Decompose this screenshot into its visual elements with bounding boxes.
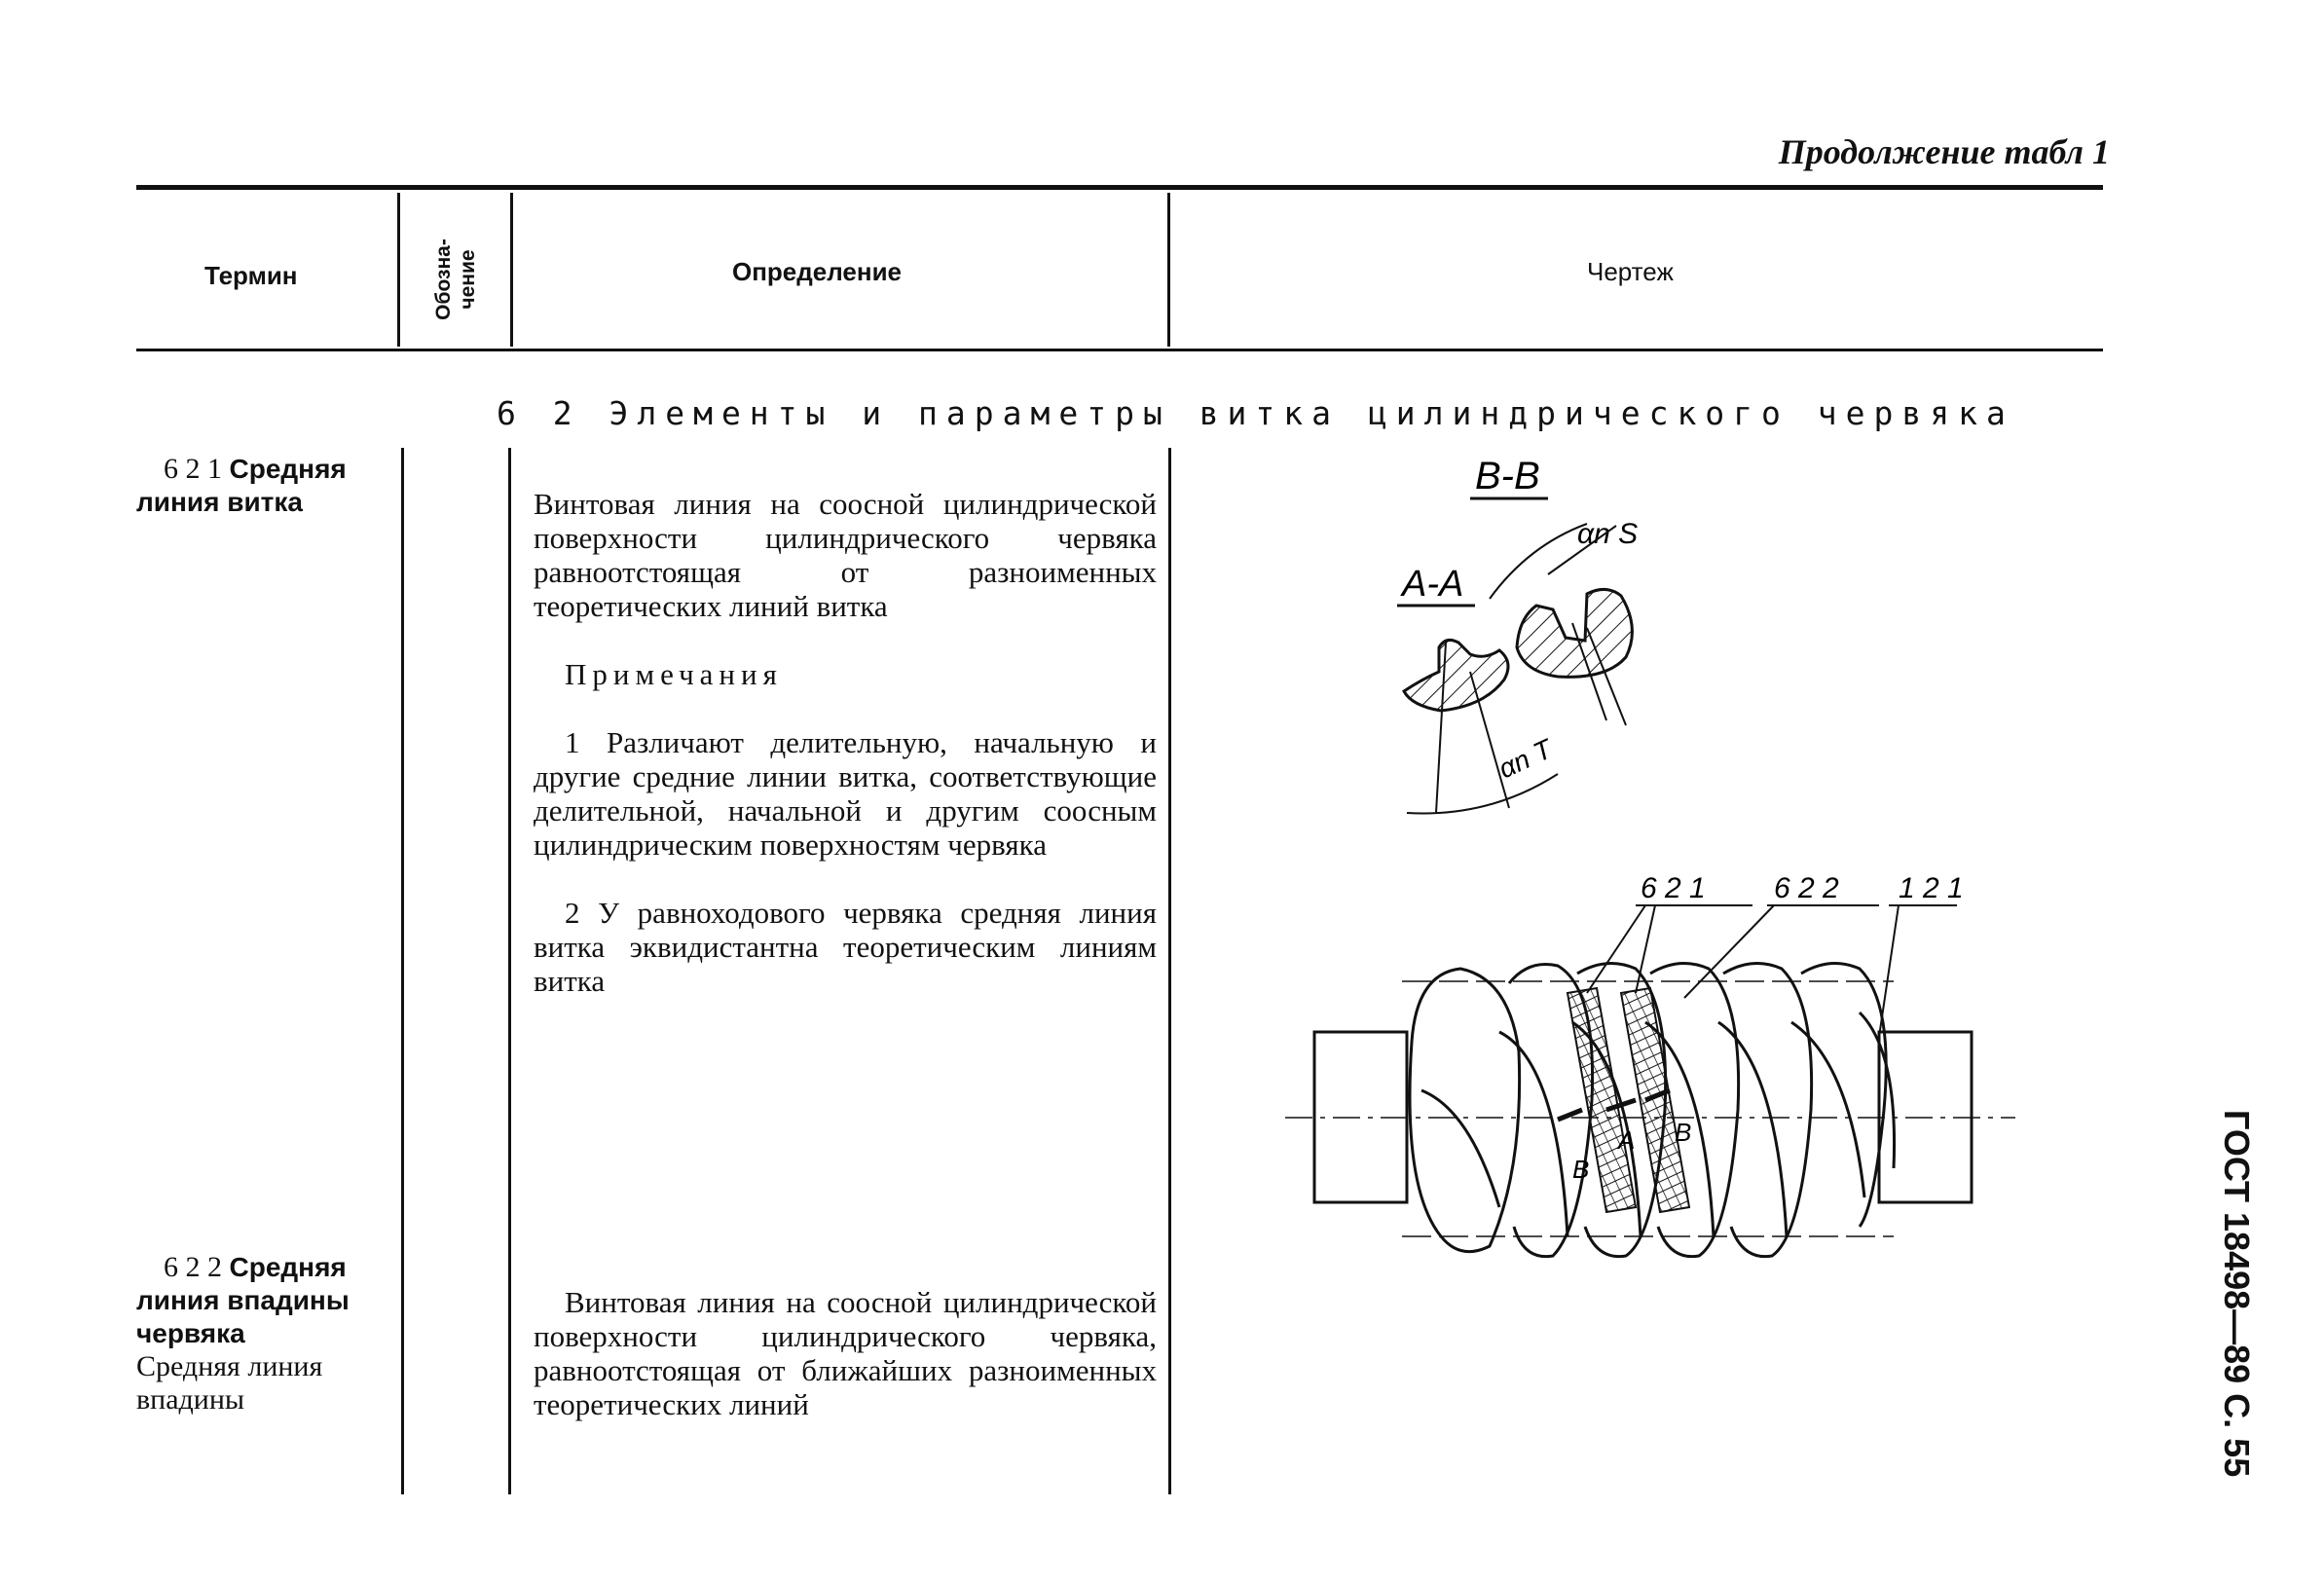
mark-a: А [1618,1125,1636,1155]
term-bold: Средняя линия витка [136,454,347,517]
note-2: 2 У равноходового червяка средняя линия витка эквидистантна теоретическим линиям витка [534,896,1157,998]
section-title: 6 2 Элементы и параметры витка цилиндрического червяка [497,394,2014,432]
term-synonym: Средняя линия впадины [136,1350,323,1416]
body-divider-2 [508,448,511,1494]
side-doc-label: ГОСТ 18498—89 С. 55 [2217,1110,2257,1478]
term-bold: Средняя линия впадины червяка [136,1252,350,1348]
col-divider-2 [510,193,513,347]
note-1: 1 Различают делительную, начальную и другие средние линии витка, соответствующие делительной, начальной и другим соосным цилиндрическим поверхностям червяка [534,725,1157,862]
svg-text:6 2 2: 6 2 2 [1774,872,1839,904]
header-bottom-rule [136,349,2103,351]
term-number: 6 2 1 [164,453,222,485]
svg-text:6 2 1: 6 2 1 [1641,872,1706,904]
header-definition: Определение [732,257,903,286]
term-6-2-1 [136,453,380,519]
header-designation [431,231,480,328]
definition-6-2-1 [534,453,1157,1032]
notes-heading: Примечания [565,657,783,691]
section-aa-label [1397,564,1475,606]
header-drawing: Чертеж [1587,257,1674,286]
svg-text:В-В: В-В [1475,455,1540,497]
section-bb-label [1470,455,1548,498]
svg-text:1 2 1: 1 2 1 [1899,872,1964,904]
svg-text:А-А: А-А [1402,564,1464,605]
alpha-s-label: αn S [1577,518,1639,550]
definition-6-2-2 [534,1251,1157,1455]
term-number: 6 2 2 [164,1251,222,1283]
worm-drawing [1178,428,2113,1305]
continuation-label: Продолжение табл 1 [1778,132,2110,171]
definition-text: Винтовая линия на соосной цилиндрической поверхности цилиндрического червяка равноотстоящая от разноименных теоретических линий витка [534,487,1157,623]
col-divider-3 [1167,193,1170,347]
table-top-rule [136,185,2103,190]
term-6-2-2 [136,1251,380,1416]
header-term: Термин [204,261,298,290]
body-divider-1 [401,448,404,1494]
mark-b-1: В [1572,1155,1590,1184]
body-divider-3 [1168,448,1171,1494]
col-divider-1 [397,193,400,347]
section-bb-profile [1517,589,1632,677]
definition-text: Винтовая линия на соосной цилиндрической поверхности цилиндрического червяка, равноотстоящая от ближайших разноименных теоретических линий [534,1285,1157,1421]
mark-b-2: В [1675,1118,1692,1147]
alpha-t-label: αn T [1494,733,1557,785]
header-designation-text: Обозна- чение [432,239,479,320]
section-aa-profile [1404,640,1508,711]
